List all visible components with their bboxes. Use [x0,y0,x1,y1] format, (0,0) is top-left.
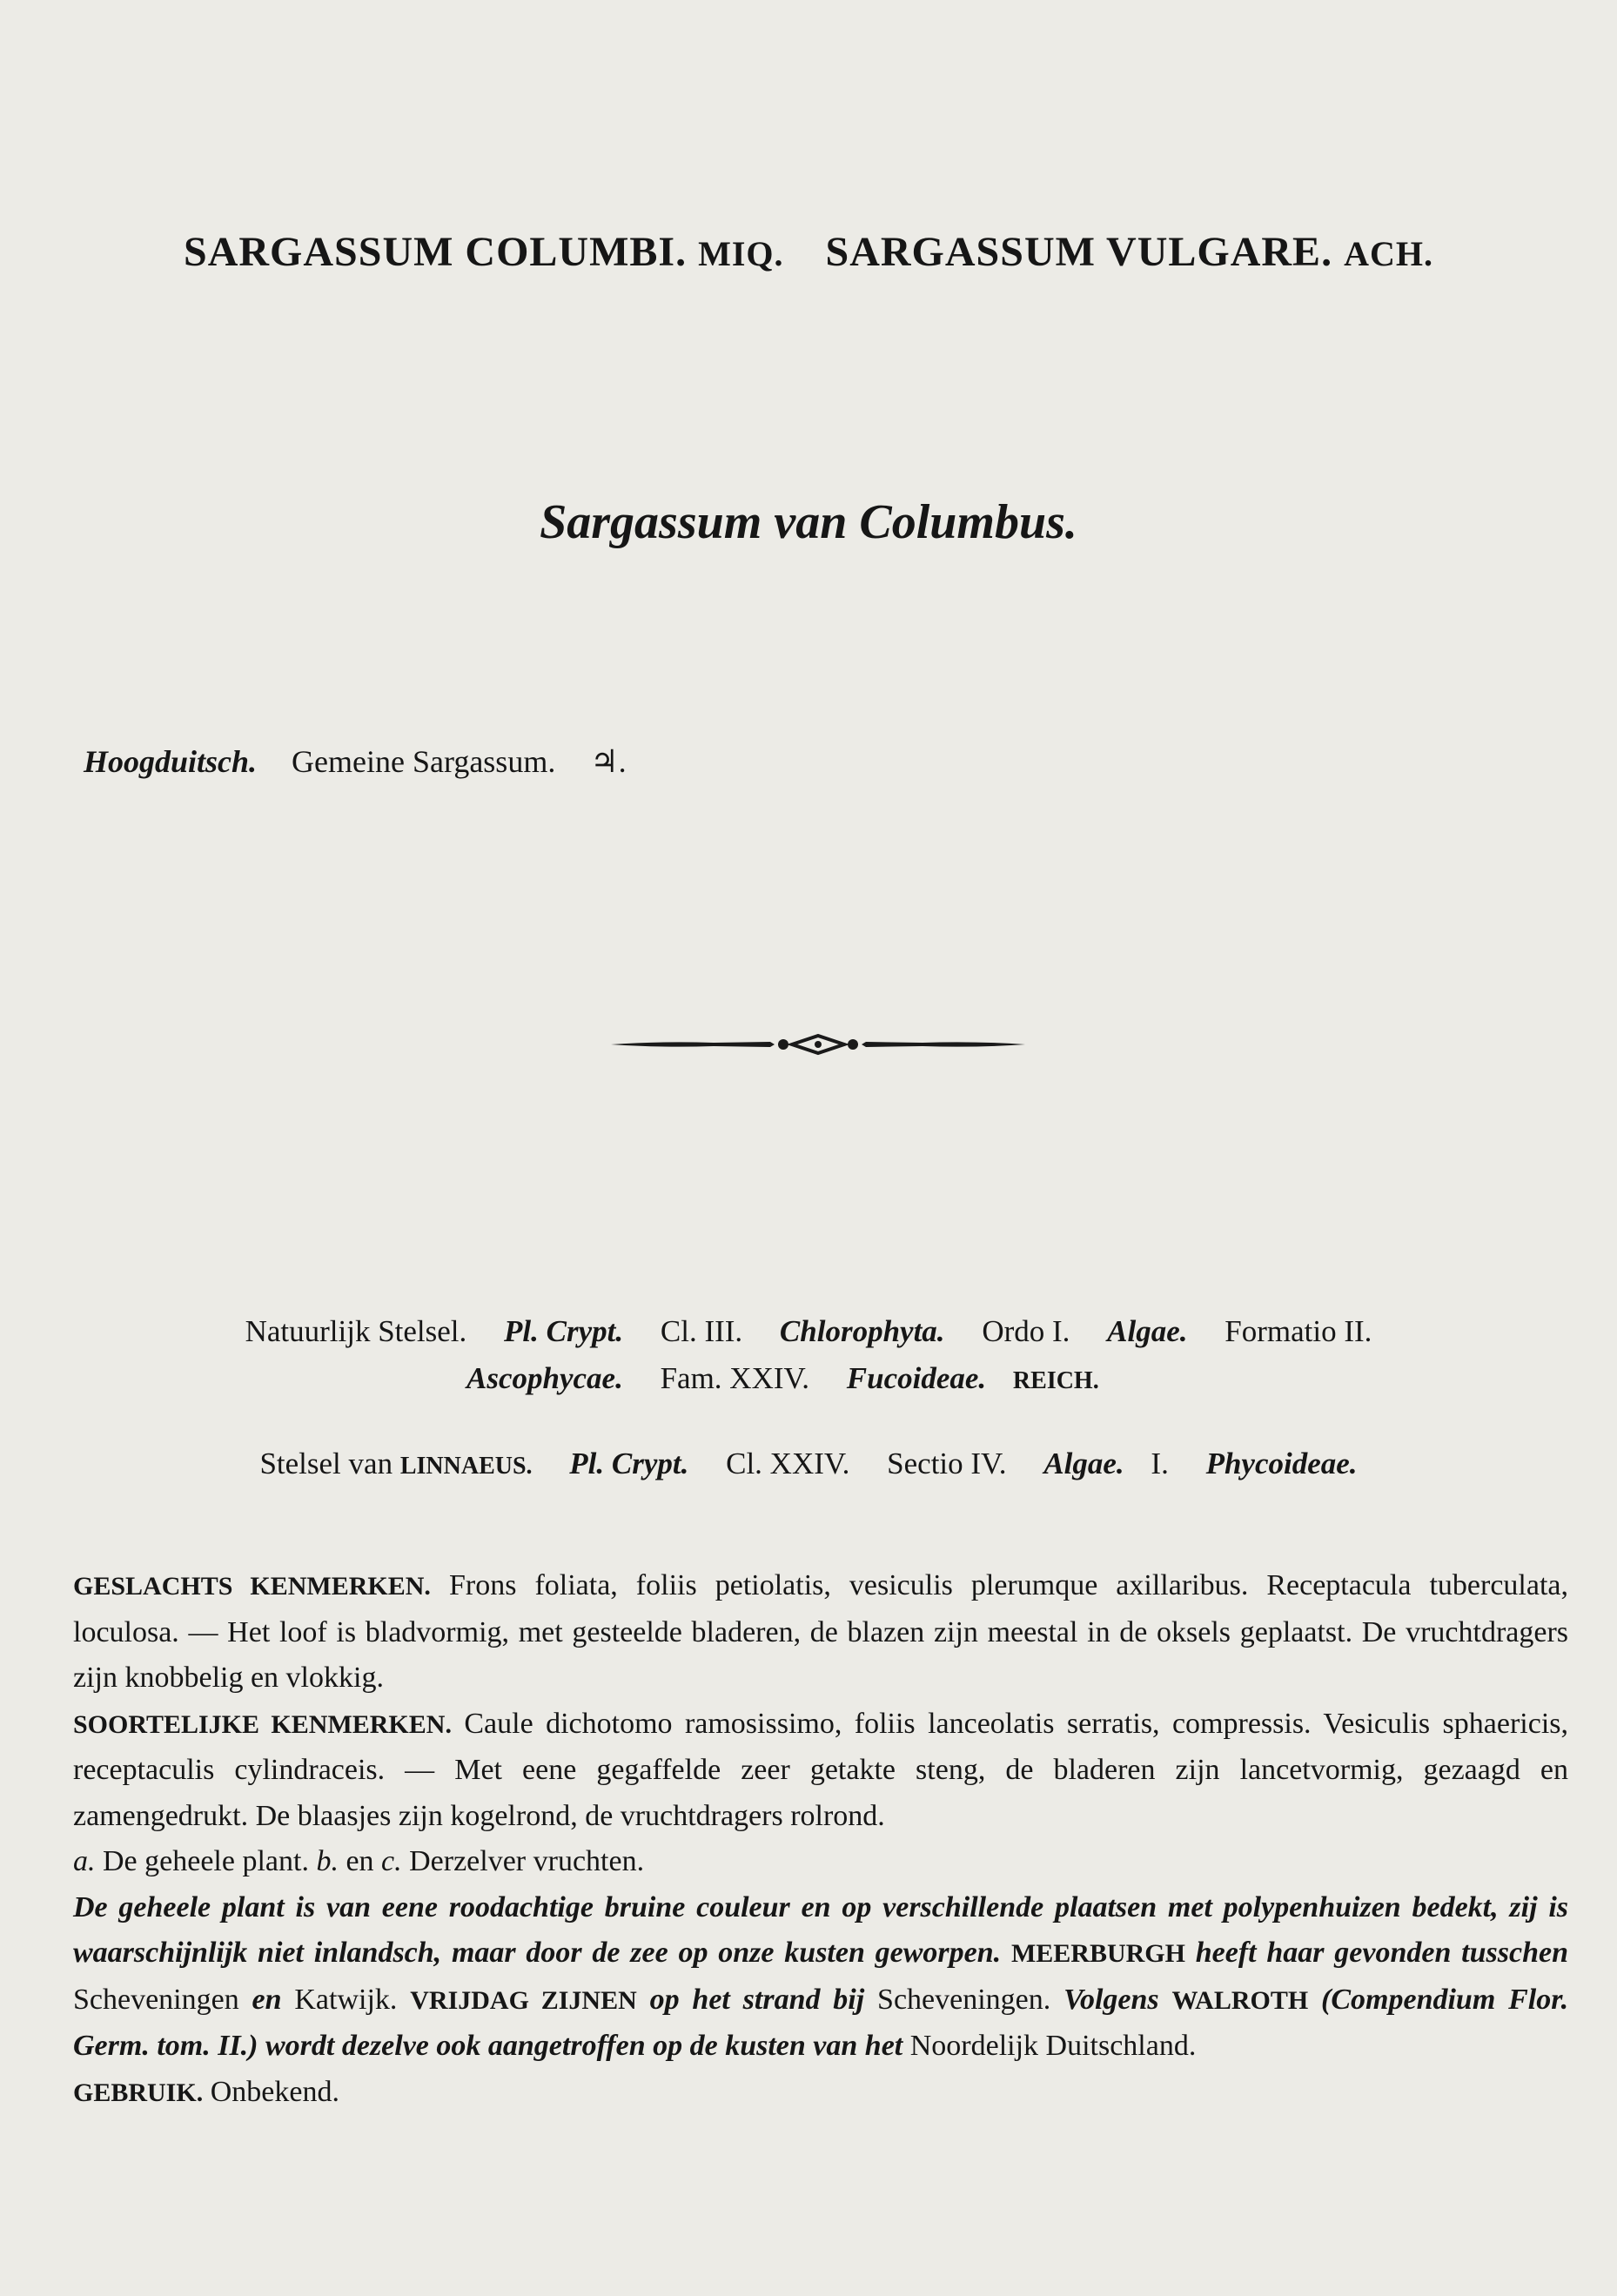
species-paragraph [73,1702,1568,1840]
ns-algae: Algae. [1107,1314,1188,1348]
description-t2: en [252,1983,282,2016]
meerburgh: MEERBURGH [1010,1939,1185,1968]
place-1: Scheveningen [73,1983,239,2016]
linnaeus-name: LINNAEUS. [399,1453,533,1480]
place-3: Scheveningen. [877,1983,1051,2016]
title-name-1: SARGASSUM COLUMBI. [184,229,688,275]
figure-legend [73,1839,1568,1885]
walroth: WALROTH [1171,1985,1309,2015]
ns-reich: REICH. [1012,1367,1099,1394]
common-name-line [84,743,627,780]
linnaeus-system-label: Stelsel van [259,1447,393,1480]
title-author-2: ACH. [1344,234,1433,273]
page-title [0,228,1617,276]
place-2: Katwijk. [294,1983,398,2016]
ls-num: I. [1151,1447,1169,1480]
fig-b: b. [316,1845,339,1877]
description-t4: Volgens [1063,1983,1159,2016]
ls-phycoideae: Phycoideae. [1205,1447,1358,1480]
ls-pl-crypt: Pl. Crypt. [569,1447,689,1480]
ns-ordo: Ordo I. [982,1314,1070,1348]
common-name-value: Gemeine Sargassum. [292,744,556,779]
fig-en: en [346,1845,374,1877]
fig-c: c. [381,1845,402,1877]
description-t3: op het strand bij [649,1983,865,2016]
ns-chlorophyta: Chlorophyta. [779,1314,945,1348]
page-subtitle: Sargassum van Columbus. [540,495,1077,549]
description-paragraph [73,1885,1568,2070]
species-label: SOORTELIJKE KENMERKEN. [73,1709,452,1739]
place-4: Noordelijk Duitschland. [909,2030,1197,2062]
genus-text: Frons foliata, foliis petiolatis, vesiculis plerumque axillaribus. Receptacula tuberculata, loculosa. — Het loof is bladvormig, met gesteelde bladeren, de blazen zijn meestal in de oksels geplaatst. De vruchtdragers zijn knobbelig en vlokkig. [73,1569,1569,1694]
ns-formatio: Formatio II. [1224,1314,1372,1348]
description-p1: De geheele plant is van eene roodachtige bruine couleur en op verschillende plaatsen met polypenhuizen bedekt, zij is waarschijnlijk niet inlandsch, maar door de zee op onze kusten geworpen. [73,1890,1568,1969]
usage-label: GEBRUIK. [73,2078,204,2107]
fig-a: a. [73,1845,96,1877]
natural-system-line-2 [466,1361,1099,1396]
vrijdag: VRIJDAG ZIJNEN [410,1985,637,2015]
ns-pl-crypt: Pl. Crypt. [504,1314,624,1348]
divider-ornament-icon [609,1027,1027,1062]
ns-fucoideae: Fucoideae. [846,1361,987,1395]
natural-system-line-1 [0,1314,1617,1349]
ns-class: Cl. III. [660,1314,743,1348]
species-text: Caule dichotomo ramosissimo, foliis lanceolatis serratis, compressis. Vesiculis sphaericis, receptaculis cylindraceis. — Met eene gegaffelde zeer getakte steng, de bladeren zijn lancetvormig, gezaagd en zamengedrukt. De blaasjes zijn kogelrond, de vruchtdragers rolrond. [73,1707,1569,1832]
ls-sectio: Sectio IV. [887,1447,1007,1480]
title-name-2: SARGASSUM VULGARE. [825,229,1333,275]
usage-paragraph [73,2070,1568,2117]
linnaeus-system-line [0,1447,1617,1481]
ns-family: Fam. XXIV. [660,1361,810,1395]
ls-algae: Algae. [1043,1447,1124,1480]
natural-system-label: Natuurlijk Stelsel. [245,1314,467,1348]
fig-a-text: De geheele plant. [103,1845,309,1877]
description-t5: (Compendium Flor. Germ. tom. II.) wordt dezelve ook aangetroffen op de kusten van het [73,1983,1569,2062]
ls-class: Cl. XXIV. [726,1447,850,1480]
genus-label: GESLACHTS KENMERKEN. [73,1572,431,1601]
description-t1: heeft haar gevonden tusschen [1195,1937,1568,1969]
description-body [73,1563,1568,2116]
title-author-1: MIQ. [698,234,784,273]
perennial-symbol: ♃. [590,744,627,779]
fig-c-text: Derzelver vruchten. [409,1845,645,1877]
common-name-label: Hoogduitsch. [84,744,258,779]
ns-ascophycae: Ascophycae. [466,1361,623,1395]
usage-value: Onbekend. [210,2075,339,2108]
genus-paragraph [73,1563,1568,1702]
